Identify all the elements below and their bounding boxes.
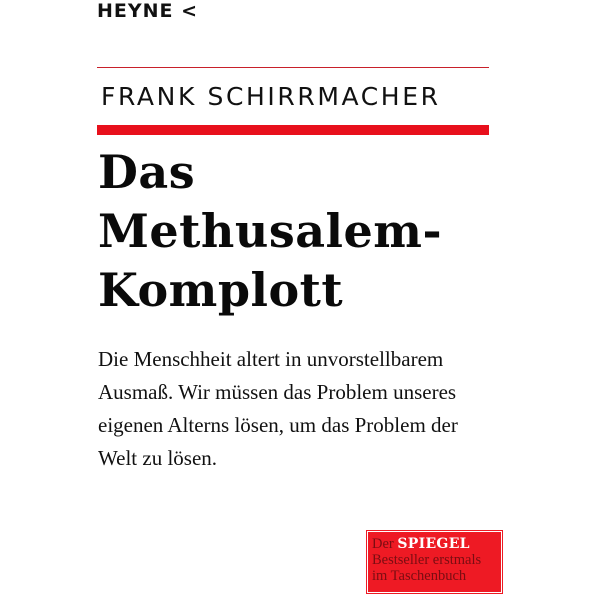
title-line: Komplott bbox=[98, 263, 344, 317]
spiegel-logo: SPIEGEL bbox=[397, 536, 470, 552]
badge-line: im Taschenbuch bbox=[372, 568, 467, 584]
badge-line: Bestseller erstmals bbox=[372, 552, 482, 568]
blurb-line: Die Menschheit altert in unvorstellbarem bbox=[98, 347, 444, 371]
badge-prefix: Der bbox=[372, 536, 394, 552]
book-title bbox=[98, 143, 442, 320]
spiegel-bestseller-badge bbox=[367, 531, 502, 593]
thin-red-divider bbox=[97, 67, 489, 68]
author-name: FRANK SCHIRRMACHER bbox=[101, 82, 441, 111]
blurb-line: eigenen Alterns lösen, um das Problem der bbox=[98, 413, 458, 437]
title-line: Methusalem- bbox=[98, 204, 443, 258]
cover-blurb bbox=[98, 343, 518, 475]
title-line: Das bbox=[98, 145, 196, 199]
publisher-logo: HEYNE < bbox=[97, 0, 199, 22]
thick-red-divider bbox=[97, 125, 489, 135]
blurb-line: Ausmaß. Wir müssen das Problem unseres bbox=[98, 380, 457, 404]
blurb-line: Welt zu lösen. bbox=[98, 446, 218, 470]
